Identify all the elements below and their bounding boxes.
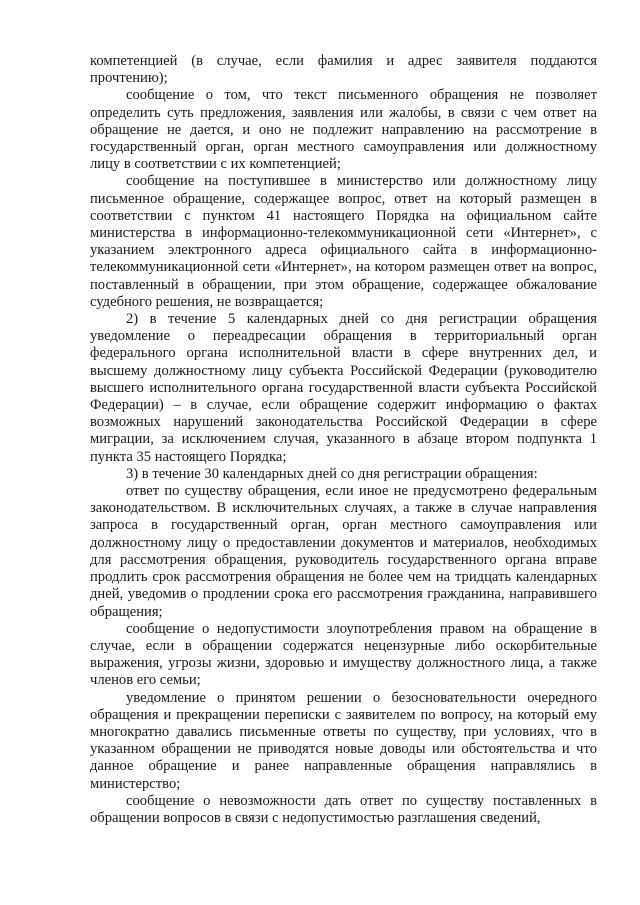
paragraph-published-answer-notice: сообщение на поступившее в министерство или должностному лицу письменное обращение, содержащее вопрос, ответ на который размещен в соответствии с пунктом 41 настоящего Порядка на официальном сайте министерства в информационно-телекоммуникационной сети «Интернет», с указанием электронного адреса официального сайта в информационно-телекоммуникационной сети «Интернет», на котором размещен ответ на вопрос, поставленный в обращении, при этом обращение, содержащее обжалование судебного решения, не возвращается; bbox=[90, 173, 597, 310]
paragraph-termination-notice: уведомление о принятом решении о безосновательности очередного обращения и прекращении переписки с заявителем по вопросу, на который ему многократно давались письменные ответы по существу, при условиях, что в указанном обращении не приводятся новые доводы или обстоятельства и что данное обращение и ранее направленные обращения направлялись в министерство; bbox=[90, 689, 597, 792]
paragraph-item-3: 3) в течение 30 календарных дней со дня регистрации обращения: bbox=[126, 465, 538, 482]
paragraph-continuation: компетенцией (в случае, если фамилия и адрес заявителя поддаются прочтению); bbox=[90, 53, 597, 87]
paragraph-item-2: 2) в течение 5 календарных дней со дня регистрации обращения уведомление о переадресации обращения в территориальный орган федерального органа исполнительной власти в сфере внутренних дел, и высшему должностному лицу субъекта Российской Федерации (руководителю высшего исполнительного органа государственной власти субъекта Российской Федерации) – в случае, если обращение содержит информацию о фактах возможных нарушений законодательства Российской Федерации в сфере миграции, за исключением случая, указанного в абзаце втором подпункта 1 пункта 35 настоящего Порядка; bbox=[90, 311, 597, 465]
paragraph-answer-on-merits: ответ по существу обращения, если иное не предусмотрено федеральным законодательством. В исключительных случаях, а также в случае направления запроса в государственный орган, орган местного самоуправления или должностному лицу о предоставлении документов и материалов, необходимых для рассмотрения обращения, руководитель государственного органа вправе продлить срок рассмотрения обращения не более чем на тридцать календарных дней, уведомив о продлении срока его рассмотрения гражданина, направившего обращения; bbox=[90, 483, 597, 620]
paragraph-unreadable-text-notice: сообщение о том, что текст письменного обращения не позволяет определить суть предложения, заявления или жалобы, в связи с чем ответ на обращение не дается, и оно не подлежит направлению на рассмотрение в государственный орган, орган местного самоуправления или должностному лицу в соответствии с их компетенцией; bbox=[90, 87, 597, 173]
paragraph-disclosure-notice: сообщение о невозможности дать ответ по существу поставленных в обращении вопросов в связи с недопустимостью разглашения сведений, bbox=[90, 792, 597, 826]
paragraph-abuse-of-right-notice: сообщение о недопустимости злоупотребления правом на обращение в случае, если в обращении содержатся нецензурные либо оскорбительные выражения, угрозы жизни, здоровью и имуществу должностного лица, а также членов его семьи; bbox=[90, 620, 597, 689]
